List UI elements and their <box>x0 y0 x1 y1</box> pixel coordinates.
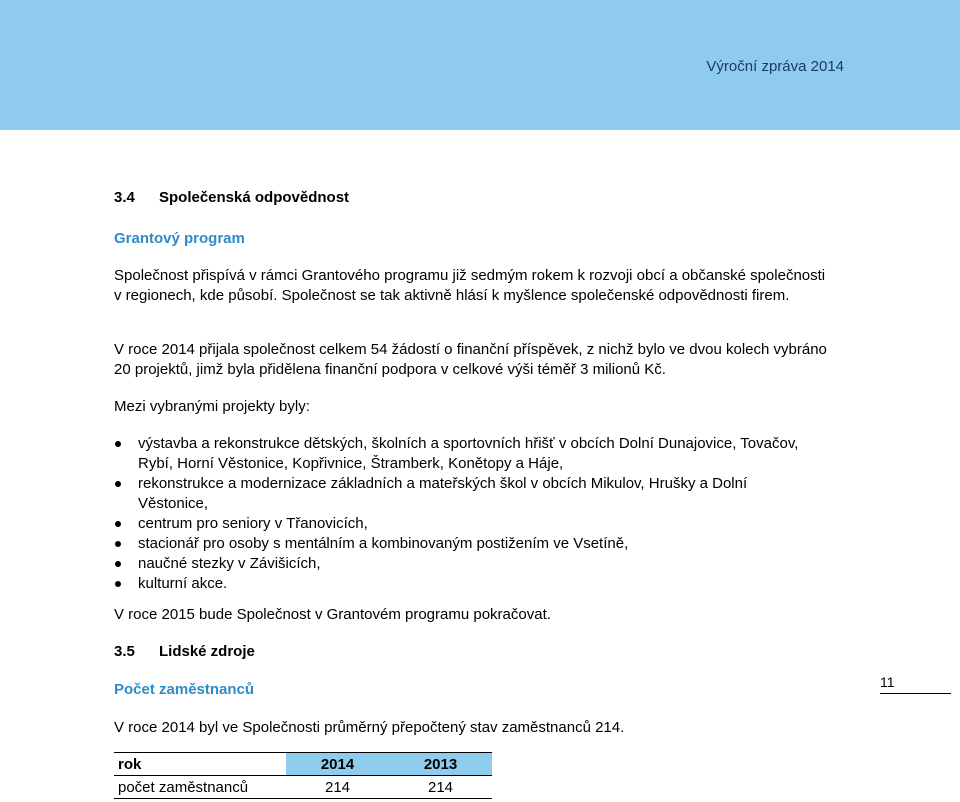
section-number: 3.5 <box>114 643 135 660</box>
table-cell: počet zaměstnanců <box>114 776 286 799</box>
grant-paragraph-4: V roce 2015 bude Společnost v Grantovém programu pokračovat. <box>114 606 551 623</box>
bullet-icon <box>115 581 121 587</box>
table-header-cell: 2013 <box>389 753 492 776</box>
list-item: kulturní akce. <box>114 574 814 594</box>
list-item: stacionář pro osoby s mentálním a kombinovaným postižením ve Vsetíně, <box>114 534 814 554</box>
bullet-icon <box>115 541 121 547</box>
list-item: centrum pro seniory v Třanovicích, <box>114 514 814 534</box>
bullet-icon <box>115 561 121 567</box>
header-band <box>0 0 960 130</box>
bullet-icon <box>115 441 121 447</box>
grant-paragraph-1: Společnost přispívá v rámci Grantového programu již sedmým rokem k rozvoji obcí a občanské společnosti v regionech, kde působí. Společnost se tak aktivně hlásí k myšlence společenské odpovědnosti firem. <box>114 267 826 304</box>
grant-paragraph-2: V roce 2014 přijala společnost celkem 54 žádostí o finanční příspěvek, z nichž bylo ve dvou kolech vybráno 20 projektů, jimž byla přidělena finanční podpora v celkové výši téměř 3 milionů Kč. <box>114 341 827 378</box>
bullet-icon <box>115 481 121 487</box>
staff-table <box>114 752 492 799</box>
section-heading-3-4 <box>114 189 349 206</box>
table-cell: 214 <box>286 776 389 799</box>
section-title: Společenská odpovědnost <box>159 189 350 206</box>
list-item: výstavba a rekonstrukce dětských, školních a sportovních hřišť v obcích Dolní Dunajovice, Tovačov, Rybí, Horní Věstonice, Kopřivnice, Štramberk, Konětopy a Háje, <box>114 434 814 474</box>
section-title: Lidské zdroje <box>159 643 255 660</box>
project-list <box>114 434 814 594</box>
staff-count-heading: Počet zaměstnanců <box>114 681 255 698</box>
grant-program-heading: Grantový program <box>114 230 245 247</box>
report-title: Výroční zpráva 2014 <box>706 58 844 75</box>
list-item: naučné stezky v Závišicích, <box>114 554 814 574</box>
table-header-cell: 2014 <box>286 753 389 776</box>
grant-paragraph-3: Mezi vybranými projekty byly: <box>114 398 310 415</box>
table-header-cell: rok <box>114 753 286 776</box>
section-heading-3-5 <box>114 643 255 660</box>
staff-paragraph-1: V roce 2014 byl ve Společnosti průměrný přepočtený stav zaměstnanců 214. <box>114 719 625 736</box>
table-cell: 214 <box>389 776 492 799</box>
section-number: 3.4 <box>114 189 135 206</box>
table-row <box>114 776 492 799</box>
list-item: rekonstrukce a modernizace základních a mateřských škol v obcích Mikulov, Hrušky a Dolní Věstonice, <box>114 474 814 514</box>
bullet-icon <box>115 521 121 527</box>
page-number: 11 <box>880 674 951 694</box>
table-header-row <box>114 753 492 776</box>
